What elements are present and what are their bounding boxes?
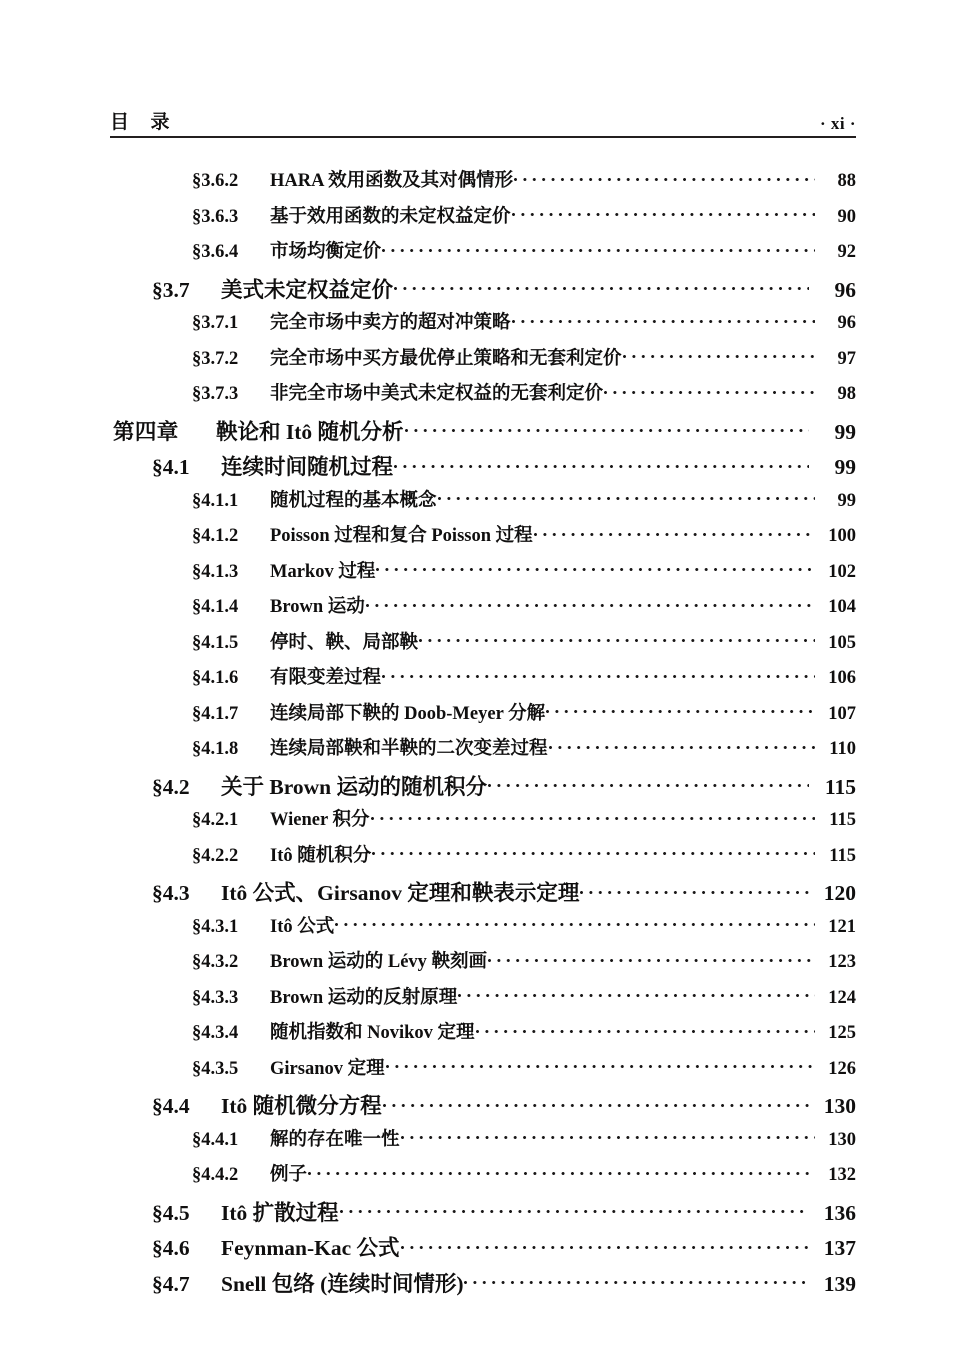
toc-entry[interactable] [110, 486, 856, 522]
toc-entry-title: 美式未定权益定价 [221, 277, 394, 302]
toc-entry-title: 解的存在唯一性 [270, 1129, 400, 1150]
toc-entry-page-number: 99 [834, 455, 856, 479]
toc-entry[interactable] [110, 699, 856, 735]
toc-entry-title: 非完全市场中美式未定权益的无套利定价 [270, 384, 604, 404]
toc-entry-number: §4.1.4 [192, 597, 239, 617]
toc-dot-leader [382, 239, 815, 258]
toc-entry[interactable] [110, 308, 856, 344]
toc-entry-title: Itô 公式 [270, 916, 335, 937]
toc-entry-page-number: 137 [823, 1236, 856, 1260]
toc-entry-title: 停时、鞅、局部鞅 [270, 632, 419, 653]
toc-entry-number: §4.2.2 [192, 845, 239, 866]
toc-entry-title: Girsanov 定理 [270, 1058, 385, 1079]
toc-entry-page-number: 110 [829, 739, 856, 759]
toc-entry[interactable] [110, 237, 856, 273]
toc-entry-title: 连续局部鞅和半鞅的二次变差过程 [270, 739, 548, 759]
toc-entry[interactable] [110, 983, 856, 1019]
toc-entry[interactable] [110, 663, 856, 699]
toc-entry[interactable] [110, 1267, 856, 1303]
toc-entry-title: Snell 包络 (连续时间情形) [221, 1271, 464, 1296]
toc-dot-leader [340, 1198, 809, 1220]
toc-entry-page-number: 130 [828, 1129, 856, 1150]
toc-dot-leader [438, 487, 815, 506]
toc-entry-title: 连续时间随机过程 [221, 455, 394, 479]
toc-entry-page-number: 96 [834, 277, 856, 302]
page-folio: · xi · [819, 114, 856, 133]
toc-entry[interactable] [110, 450, 856, 486]
toc-entry-number: §4.4.2 [192, 1165, 239, 1185]
toc-entry-title: 随机过程的基本概念 [270, 490, 437, 511]
toc-dot-leader [366, 594, 815, 613]
toc-entry-title: 市场均衡定价 [270, 242, 382, 262]
toc-entry-number: §3.7 [152, 277, 190, 302]
toc-entry[interactable] [110, 1231, 856, 1267]
toc-dot-leader [382, 665, 815, 684]
toc-entry[interactable] [110, 805, 856, 841]
running-head [110, 98, 856, 132]
toc-entry[interactable] [110, 202, 856, 238]
toc-entry-number: §4.4.1 [192, 1129, 239, 1150]
toc-entry-title: Feynman-Kac 公式 [221, 1236, 400, 1260]
toc-dot-leader [476, 1020, 815, 1039]
toc-entry-page-number: 100 [828, 526, 856, 546]
toc-dot-leader [623, 345, 815, 364]
toc-entry-title: 连续局部下鞅的 Doob-Meyer 分解 [270, 703, 546, 724]
toc-entry-page-number: 123 [828, 952, 856, 972]
toc-entry-number: §4.1.7 [192, 703, 239, 724]
toc-entry-number: §4.2 [152, 774, 190, 799]
toc-entry-title: Wiener 积分 [270, 810, 370, 830]
toc-dot-leader [386, 1055, 815, 1074]
toc-entry-title: Itô 扩散过程 [221, 1200, 339, 1225]
toc-entry-page-number: 104 [828, 597, 856, 617]
toc-entry[interactable] [110, 521, 856, 557]
toc-entry[interactable] [110, 734, 856, 770]
toc-entry-page-number: 106 [828, 668, 856, 688]
toc-entry-title: 随机指数和 Novikov 定理 [270, 1023, 475, 1043]
toc-entry-title: HARA 效用函数及其对偶情形 [270, 171, 514, 191]
toc-entry-number: §4.3.4 [192, 1023, 239, 1043]
toc-entry-title: Markov 过程 [270, 561, 376, 582]
toc-entry[interactable] [110, 947, 856, 983]
toc-entry-number: §4.1 [152, 455, 190, 479]
toc-entry-number: §4.6 [152, 1236, 190, 1260]
toc-entry[interactable] [110, 557, 856, 593]
toc-dot-leader [419, 629, 815, 648]
toc-entry-page-number: 99 [834, 419, 856, 444]
toc-dot-leader [371, 807, 815, 826]
toc-entry-title: 完全市场中买方最优停止策略和无套利定价 [270, 348, 622, 369]
toc-dot-leader [394, 453, 809, 475]
toc-dot-leader [401, 1234, 809, 1256]
toc-entry-number: §4.2.1 [192, 810, 239, 830]
toc-entry-page-number: 124 [828, 987, 856, 1008]
toc-dot-leader [376, 558, 815, 577]
toc-entry[interactable] [110, 166, 856, 202]
toc-entry-page-number: 126 [828, 1058, 856, 1079]
toc-entry-page-number: 139 [823, 1271, 856, 1296]
toc-entry-page-number: 102 [828, 561, 856, 582]
toc-dot-leader [394, 275, 809, 297]
toc-entry[interactable] [110, 628, 856, 664]
toc-entry-page-number: 90 [837, 206, 856, 227]
toc-entry-number: §4.5 [152, 1200, 190, 1225]
toc-entry-number: §4.1.8 [192, 739, 239, 759]
toc-entry-page-number: 115 [829, 845, 856, 866]
toc-entry-title: 基于效用函数的未定权益定价 [270, 206, 511, 227]
toc-entry[interactable] [110, 1196, 856, 1232]
toc-entry-number: §4.3 [152, 881, 190, 905]
toc-entry-title: 完全市场中卖方的超对冲策略 [270, 313, 511, 333]
toc-entry-title: 鞅论和 Itô 随机分析 [216, 419, 404, 444]
toc-entry-number: §4.3.3 [192, 987, 239, 1008]
toc-entry-page-number: 132 [828, 1165, 856, 1185]
toc-entry-number: §4.3.1 [192, 916, 239, 937]
toc-dot-leader [383, 1092, 809, 1114]
toc-entry-page-number: 130 [823, 1094, 856, 1118]
toc-entry-number: §3.7.3 [192, 384, 239, 404]
toc-dot-leader [488, 949, 815, 968]
toc-entry-page-number: 97 [837, 348, 856, 369]
running-head-rule [110, 136, 856, 138]
toc-dot-leader [604, 381, 815, 400]
toc-dot-leader [488, 772, 809, 794]
toc-dot-leader [580, 879, 809, 901]
toc-entry-title: Poisson 过程和复合 Poisson 过程 [270, 526, 533, 546]
toc-entry[interactable] [110, 1054, 856, 1090]
toc-entry[interactable] [110, 876, 856, 912]
toc-dot-leader [335, 913, 815, 932]
toc-entry-page-number: 115 [824, 774, 856, 799]
running-head-title: 目 录 [110, 112, 171, 133]
toc-entry-page-number: 96 [837, 313, 856, 333]
toc-entry-number: §3.7.2 [192, 348, 239, 369]
toc-entry-page-number: 136 [823, 1200, 856, 1225]
toc-dot-leader [372, 842, 815, 861]
toc-entry-number: §3.7.1 [192, 313, 239, 333]
toc-entry-page-number: 88 [837, 171, 856, 191]
toc-entry-number: 第四章 [113, 419, 179, 444]
toc-dot-leader [458, 984, 815, 1003]
toc-entry-page-number: 99 [837, 490, 856, 511]
toc-dot-leader [546, 700, 815, 719]
toc-entry-number: §4.1.2 [192, 526, 239, 546]
toc-entry-number: §3.6.2 [192, 171, 239, 191]
toc-entry-number: §3.6.3 [192, 206, 239, 227]
toc-entry[interactable] [110, 1125, 856, 1161]
toc-entry-page-number: 120 [823, 881, 856, 905]
toc-entry-title: Brown 运动的 Lévy 鞅刻画 [270, 952, 488, 972]
toc-entry-title: Brown 运动的反射原理 [270, 987, 458, 1008]
toc-entry-page-number: 107 [828, 703, 856, 724]
table-of-contents [110, 166, 856, 1302]
toc-dot-leader [464, 1269, 809, 1291]
toc-entry-number: §4.1.6 [192, 668, 239, 688]
toc-dot-leader [512, 203, 815, 222]
toc-entry-number: §4.4 [152, 1094, 190, 1118]
toc-entry-page-number: 115 [829, 810, 856, 830]
toc-entry-title: Brown 运动 [270, 597, 365, 617]
toc-entry[interactable] [110, 415, 856, 451]
toc-entry-page-number: 121 [828, 916, 856, 937]
toc-entry-title: Itô 随机微分方程 [221, 1094, 382, 1118]
toc-entry[interactable] [110, 1160, 856, 1196]
toc-entry-number: §4.7 [152, 1271, 190, 1296]
toc-entry[interactable] [110, 344, 856, 380]
toc-entry-number: §4.1.5 [192, 632, 239, 653]
toc-entry[interactable] [110, 273, 856, 309]
toc-entry-title: Itô 随机积分 [270, 845, 372, 866]
toc-dot-leader [549, 736, 815, 755]
toc-entry[interactable] [110, 912, 856, 948]
toc-dot-leader [514, 168, 815, 187]
toc-entry[interactable] [110, 1089, 856, 1125]
toc-entry[interactable] [110, 1018, 856, 1054]
toc-entry-title: 有限变差过程 [270, 668, 382, 688]
toc-entry[interactable] [110, 770, 856, 806]
toc-entry-page-number: 105 [828, 632, 856, 653]
toc-dot-leader [401, 1126, 815, 1145]
toc-entry-title: 例子 [270, 1165, 308, 1185]
toc-entry-title: 关于 Brown 运动的随机积分 [221, 774, 487, 799]
toc-dot-leader [308, 1162, 815, 1181]
toc-entry-page-number: 92 [837, 242, 856, 262]
toc-entry[interactable] [110, 592, 856, 628]
toc-dot-leader [405, 417, 809, 439]
toc-dot-leader [534, 523, 815, 542]
toc-entry-number: §4.3.5 [192, 1058, 239, 1079]
toc-entry-number: §3.6.4 [192, 242, 239, 262]
toc-dot-leader [512, 310, 815, 329]
toc-entry[interactable] [110, 379, 856, 415]
toc-entry-title: Itô 公式、Girsanov 定理和鞅表示定理 [221, 881, 580, 905]
toc-entry-page-number: 98 [837, 384, 856, 404]
toc-entry-number: §4.1.3 [192, 561, 239, 582]
toc-entry-number: §4.3.2 [192, 952, 239, 972]
toc-entry-page-number: 125 [828, 1023, 856, 1043]
toc-entry-number: §4.1.1 [192, 490, 239, 511]
toc-entry[interactable] [110, 841, 856, 877]
